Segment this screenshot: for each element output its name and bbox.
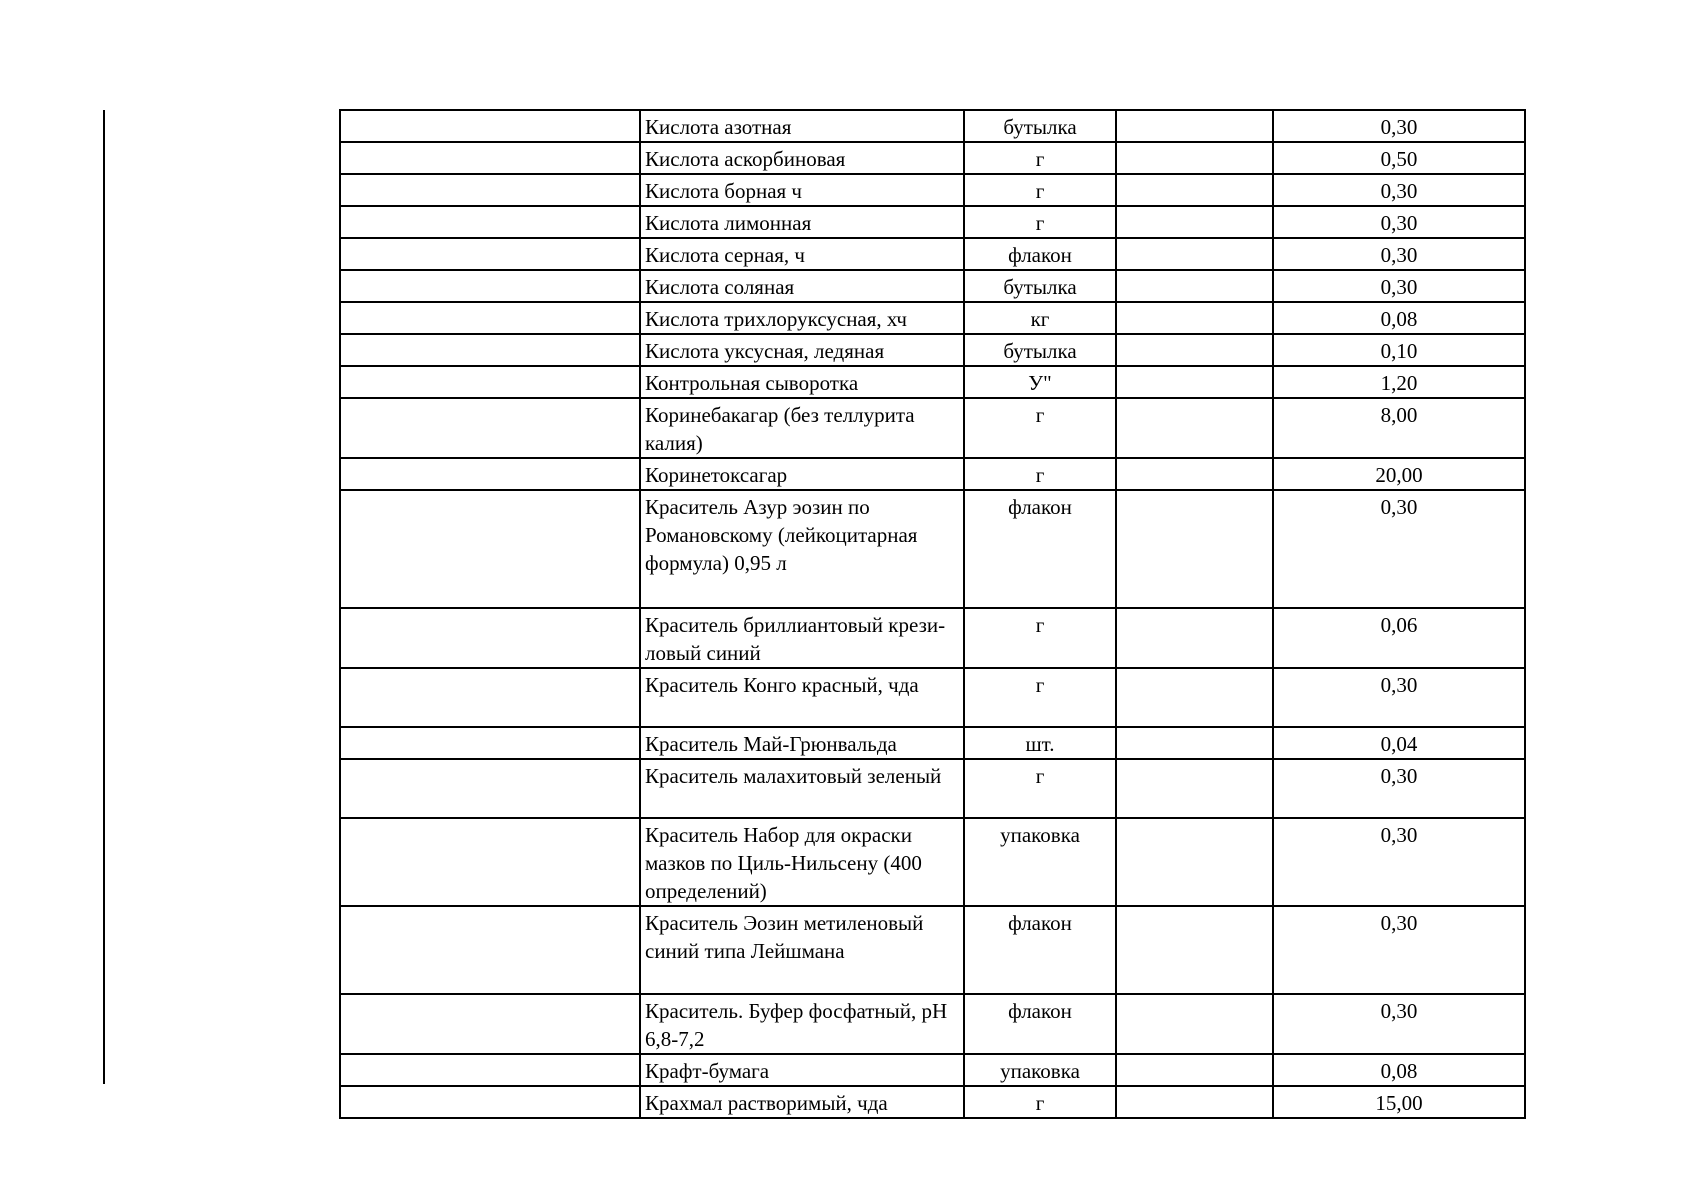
table-row: [340, 490, 1525, 608]
empty-cell: [1116, 668, 1273, 727]
table-row: [340, 398, 1525, 458]
empty-cell: [1116, 398, 1273, 458]
table-row: [340, 727, 1525, 759]
item-quantity-cell: 0,30: [1273, 174, 1525, 206]
table-row: [340, 110, 1525, 142]
row-code-cell: [340, 366, 640, 398]
item-quantity-cell: 0,08: [1273, 1054, 1525, 1086]
item-name-cell: Кислота борная ч: [640, 174, 964, 206]
row-code-cell: [340, 142, 640, 174]
table-row: [340, 1054, 1525, 1086]
empty-cell: [1116, 174, 1273, 206]
row-code-cell: [340, 238, 640, 270]
row-code-cell: [340, 334, 640, 366]
empty-cell: [1116, 1086, 1273, 1118]
item-name-cell: Кислота лимонная: [640, 206, 964, 238]
item-unit-cell: флакон: [964, 490, 1116, 608]
item-unit-cell: г: [964, 206, 1116, 238]
item-name-cell: Контрольная сыворотка: [640, 366, 964, 398]
empty-cell: [1116, 1054, 1273, 1086]
table-row: [340, 994, 1525, 1054]
item-unit-cell: бутылка: [964, 270, 1116, 302]
empty-cell: [1116, 759, 1273, 818]
item-quantity-cell: 0,30: [1273, 206, 1525, 238]
table-row: [340, 458, 1525, 490]
table-row: [340, 302, 1525, 334]
table-row: [340, 334, 1525, 366]
item-name-cell: Краситель. Буфер фосфатный, pH 6,8-7,2: [640, 994, 964, 1054]
item-unit-cell: У": [964, 366, 1116, 398]
empty-cell: [1116, 727, 1273, 759]
item-unit-cell: г: [964, 142, 1116, 174]
item-quantity-cell: 0,50: [1273, 142, 1525, 174]
item-unit-cell: г: [964, 458, 1116, 490]
item-quantity-cell: 1,20: [1273, 366, 1525, 398]
item-quantity-cell: 0,30: [1273, 906, 1525, 994]
item-name-cell: Краситель Азур эозин по Романовскому (лейкоцитарная формула) 0,95 л: [640, 490, 964, 608]
empty-cell: [1116, 994, 1273, 1054]
item-quantity-cell: 0,30: [1273, 994, 1525, 1054]
item-unit-cell: бутылка: [964, 110, 1116, 142]
table-row: [340, 608, 1525, 668]
table-row: [340, 206, 1525, 238]
item-quantity-cell: 0,30: [1273, 270, 1525, 302]
table-row: [340, 142, 1525, 174]
item-quantity-cell: 0,08: [1273, 302, 1525, 334]
item-unit-cell: бутылка: [964, 334, 1116, 366]
item-unit-cell: г: [964, 174, 1116, 206]
item-quantity-cell: 0,04: [1273, 727, 1525, 759]
table-row: [340, 366, 1525, 398]
empty-cell: [1116, 608, 1273, 668]
row-code-cell: [340, 818, 640, 906]
table-row: [340, 270, 1525, 302]
item-quantity-cell: 0,30: [1273, 818, 1525, 906]
item-unit-cell: г: [964, 608, 1116, 668]
item-name-cell: Кислота аскорбиновая: [640, 142, 964, 174]
empty-cell: [1116, 110, 1273, 142]
item-name-cell: Краситель Конго красный, чда: [640, 668, 964, 727]
empty-cell: [1116, 142, 1273, 174]
item-unit-cell: кг: [964, 302, 1116, 334]
item-unit-cell: г: [964, 668, 1116, 727]
item-quantity-cell: 0,30: [1273, 238, 1525, 270]
empty-cell: [1116, 206, 1273, 238]
empty-cell: [1116, 458, 1273, 490]
item-unit-cell: г: [964, 398, 1116, 458]
item-name-cell: Крафт-бумага: [640, 1054, 964, 1086]
item-name-cell: Краситель малахитовый зеленый: [640, 759, 964, 818]
row-code-cell: [340, 490, 640, 608]
item-unit-cell: флакон: [964, 238, 1116, 270]
item-name-cell: Коринебакагар (без теллурита калия): [640, 398, 964, 458]
item-unit-cell: флакон: [964, 994, 1116, 1054]
items-table-body: [340, 110, 1525, 1118]
item-name-cell: Краситель Май-Грюнвальда: [640, 727, 964, 759]
item-name-cell: Краситель Эозин метиленовый синий типа Лейшмана: [640, 906, 964, 994]
table-row: [340, 759, 1525, 818]
row-code-cell: [340, 302, 640, 334]
row-code-cell: [340, 668, 640, 727]
item-name-cell: Кислота серная, ч: [640, 238, 964, 270]
empty-cell: [1116, 238, 1273, 270]
items-table: [339, 109, 1526, 1119]
item-unit-cell: г: [964, 1086, 1116, 1118]
item-name-cell: Кислота азотная: [640, 110, 964, 142]
item-name-cell: Краситель бриллиантовый крези-ловый синий: [640, 608, 964, 668]
empty-cell: [1116, 818, 1273, 906]
item-name-cell: Коринетоксагар: [640, 458, 964, 490]
row-code-cell: [340, 608, 640, 668]
empty-cell: [1116, 906, 1273, 994]
row-code-cell: [340, 398, 640, 458]
empty-cell: [1116, 334, 1273, 366]
item-unit-cell: упаковка: [964, 1054, 1116, 1086]
item-quantity-cell: 15,00: [1273, 1086, 1525, 1118]
item-unit-cell: шт.: [964, 727, 1116, 759]
item-name-cell: Кислота соляная: [640, 270, 964, 302]
item-quantity-cell: 0,10: [1273, 334, 1525, 366]
item-quantity-cell: 8,00: [1273, 398, 1525, 458]
row-code-cell: [340, 110, 640, 142]
table-row: [340, 818, 1525, 906]
item-name-cell: Кислота уксусная, ледяная: [640, 334, 964, 366]
row-code-cell: [340, 1086, 640, 1118]
row-code-cell: [340, 994, 640, 1054]
item-name-cell: Крахмал растворимый, чда: [640, 1086, 964, 1118]
row-code-cell: [340, 906, 640, 994]
empty-cell: [1116, 302, 1273, 334]
item-quantity-cell: 0,30: [1273, 668, 1525, 727]
row-code-cell: [340, 727, 640, 759]
item-unit-cell: г: [964, 759, 1116, 818]
table-row: [340, 174, 1525, 206]
item-unit-cell: упаковка: [964, 818, 1116, 906]
empty-cell: [1116, 366, 1273, 398]
table-row: [340, 668, 1525, 727]
row-code-cell: [340, 270, 640, 302]
table-row: [340, 1086, 1525, 1118]
table-row: [340, 238, 1525, 270]
item-name-cell: Краситель Набор для окраски мазков по Циль-Нильсену (400 определений): [640, 818, 964, 906]
item-quantity-cell: 20,00: [1273, 458, 1525, 490]
page-margin-line: [103, 110, 105, 1084]
item-quantity-cell: 0,30: [1273, 110, 1525, 142]
row-code-cell: [340, 174, 640, 206]
row-code-cell: [340, 206, 640, 238]
item-quantity-cell: 0,06: [1273, 608, 1525, 668]
item-quantity-cell: 0,30: [1273, 490, 1525, 608]
item-quantity-cell: 0,30: [1273, 759, 1525, 818]
row-code-cell: [340, 458, 640, 490]
table-row: [340, 906, 1525, 994]
item-unit-cell: флакон: [964, 906, 1116, 994]
row-code-cell: [340, 759, 640, 818]
empty-cell: [1116, 490, 1273, 608]
item-name-cell: Кислота трихлоруксусная, хч: [640, 302, 964, 334]
empty-cell: [1116, 270, 1273, 302]
row-code-cell: [340, 1054, 640, 1086]
